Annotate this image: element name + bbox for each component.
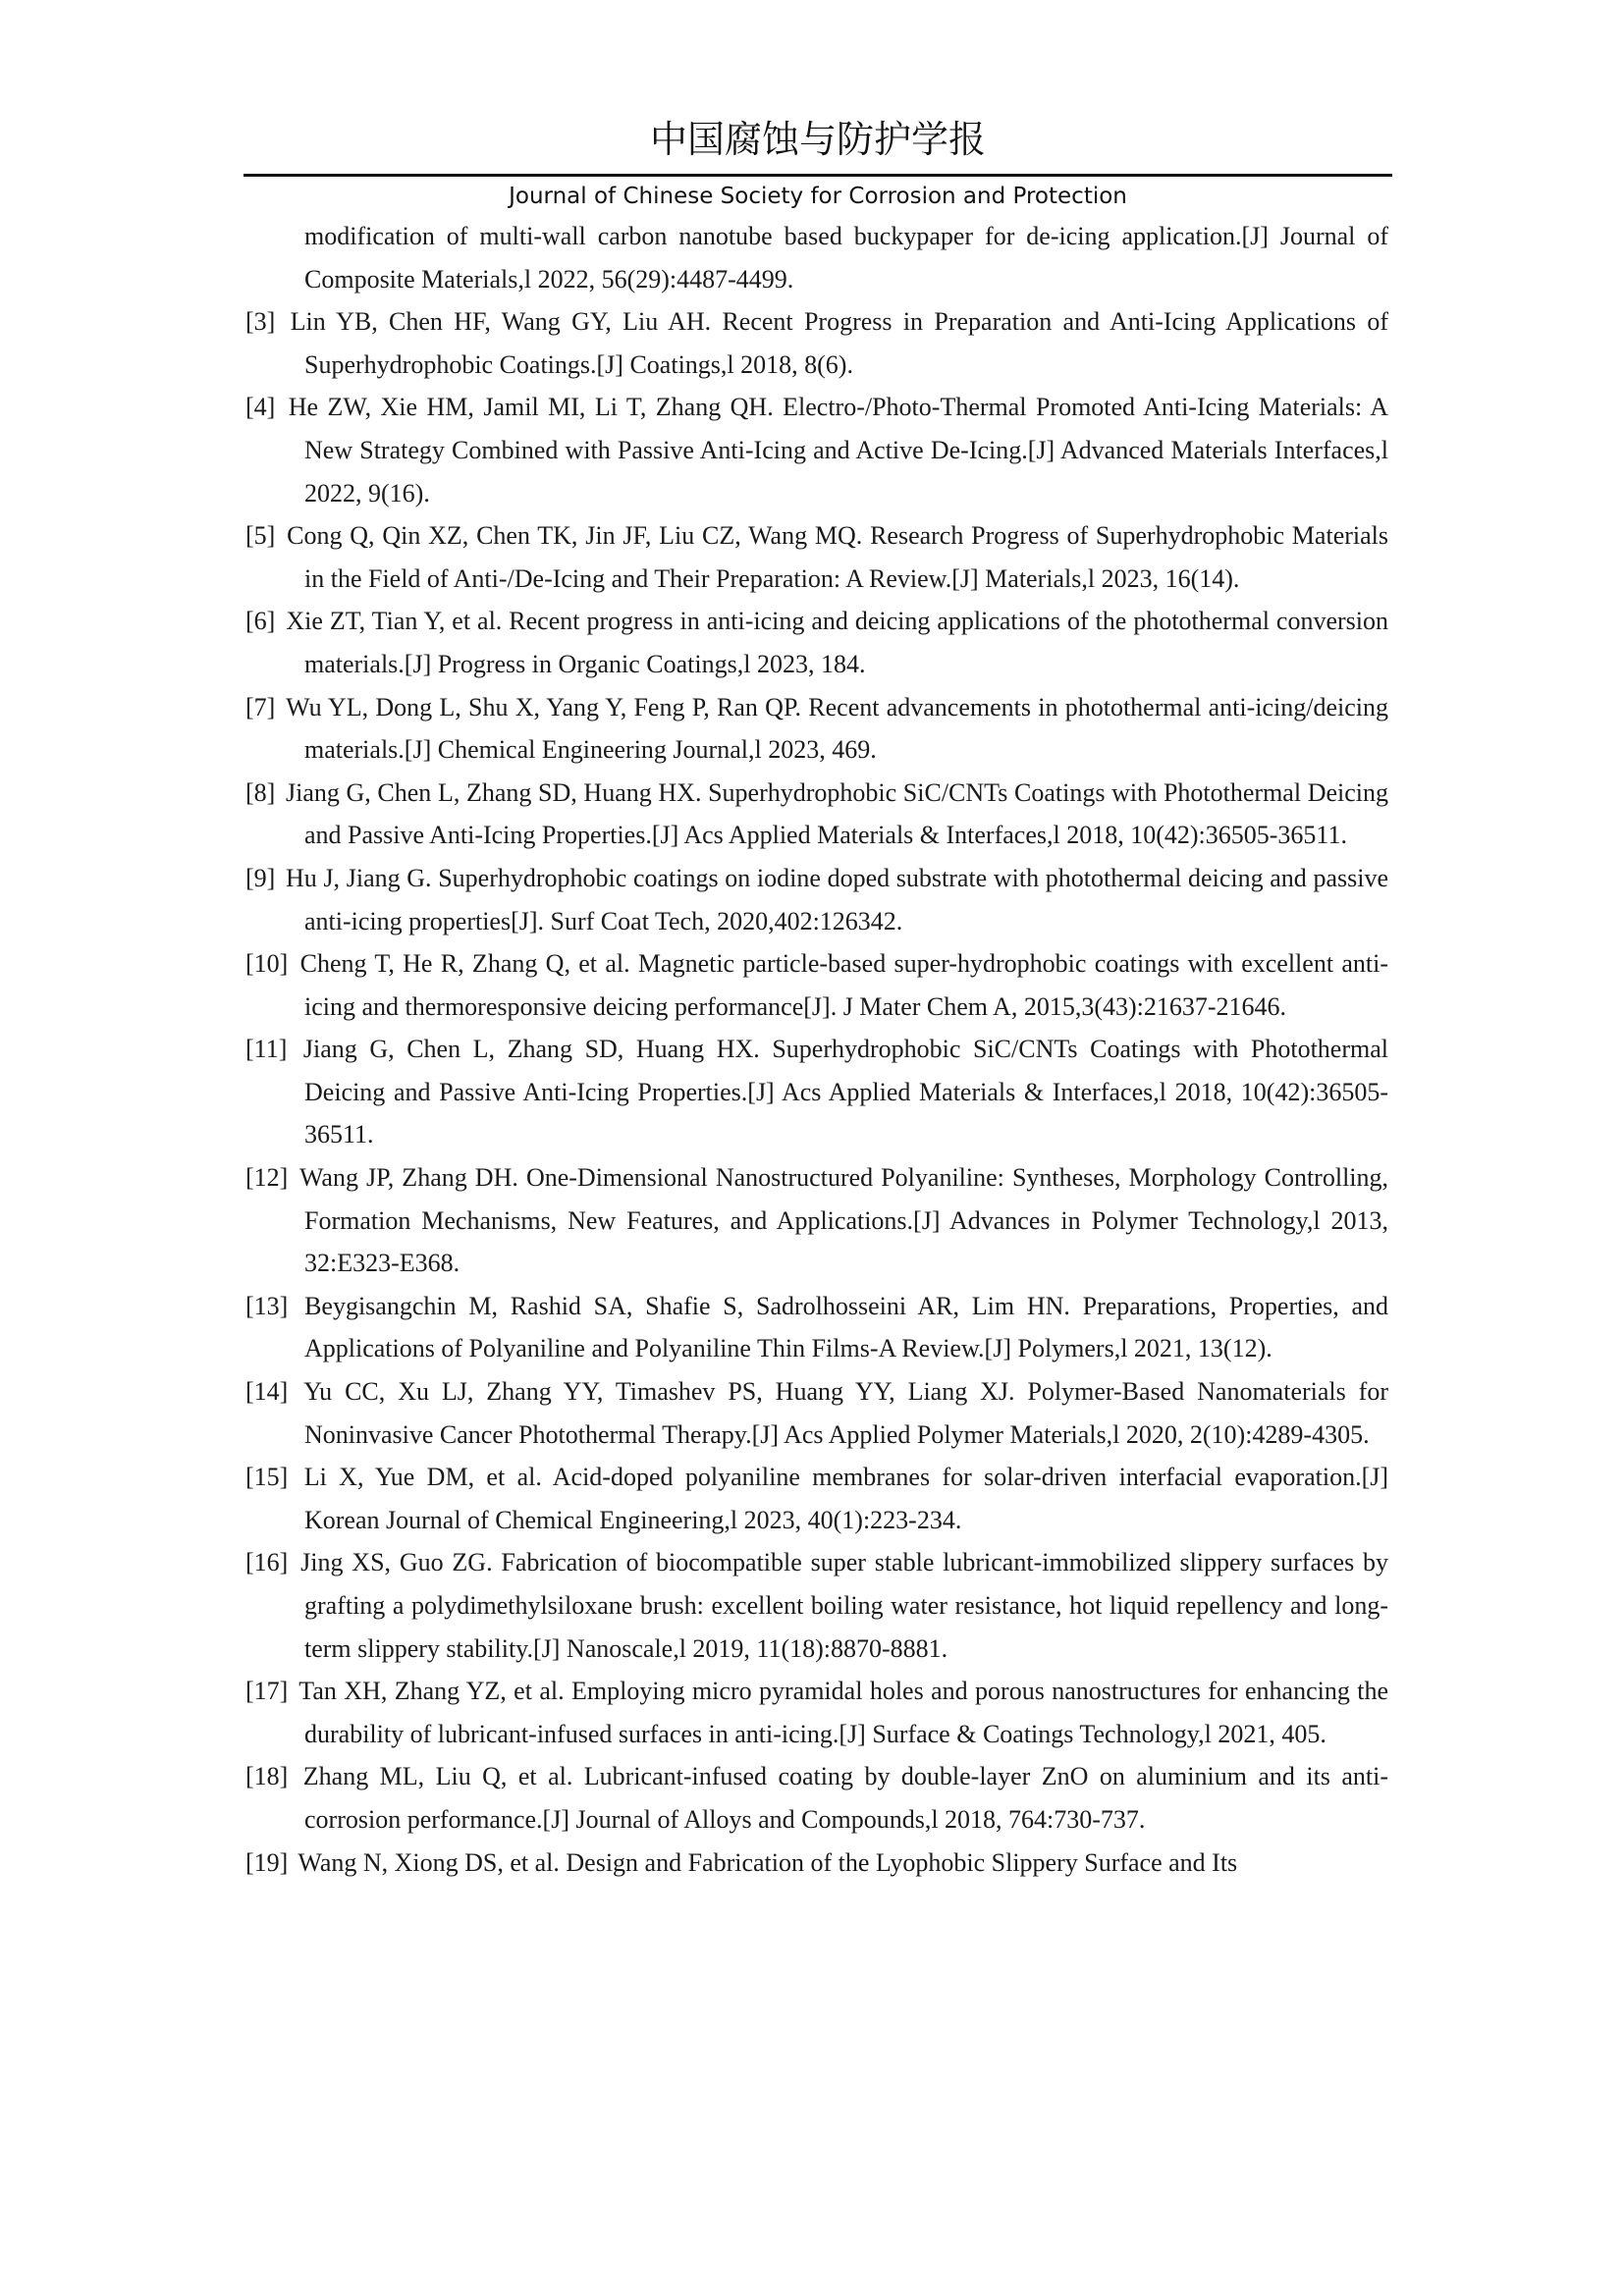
- reference-text: Li X, Yue DM, et al. Acid-doped polyaniline membranes for solar-driven interfacial evaporation.[J] Korean Journal of Chemical Engineering,l 2023, 40(1):223-234.: [303, 1463, 1389, 1534]
- reference-number: [3]: [245, 307, 276, 337]
- reference-number: [12]: [245, 1163, 289, 1193]
- reference-item: [245, 1028, 1388, 1156]
- reference-item: [245, 686, 1388, 772]
- reference-number: [9]: [245, 863, 276, 892]
- reference-text: Wang N, Xiong DS, et al. Design and Fabrication of the Lyophobic Slippery Surface and Its: [298, 1847, 1238, 1877]
- reference-item: [245, 1670, 1388, 1755]
- reference-text: Cheng T, He R, Zhang Q, et al. Magnetic particle-based super-hydrophobic coatings with excellent anti-icing and thermoresponsive deicing performance[J]. J Mater Chem A, 2015,3(43):21637-21646.: [299, 949, 1389, 1021]
- reference-text: Lin YB, Chen HF, Wang GY, Liu AH. Recent Progress in Preparation and Anti-Icing Applications of Superhydrophobic Coatings.[J] Coatings,l 2018, 8(6).: [290, 307, 1389, 379]
- reference-item: [245, 1842, 1388, 1885]
- reference-item: [245, 1755, 1388, 1841]
- reference-text: He ZW, Xie HM, Jamil MI, Li T, Zhang QH. Electro-/Photo-Thermal Promoted Anti-Icing Materials: A New Strategy Combined with Passive Anti-Icing and Active De-Icing.[J] Advanced Materials Interfaces,l 2022, 9(16).: [288, 393, 1389, 507]
- reference-number: [4]: [245, 393, 276, 422]
- reference-text: Xie ZT, Tian Y, et al. Recent progress in anti-icing and deicing applications of the photothermal conversion materials.[J] Progress in Organic Coatings,l 2023, 184.: [286, 607, 1389, 678]
- reference-number: [6]: [245, 607, 276, 636]
- journal-title-english: Journal of Chinese Society for Corrosion and Protection: [509, 184, 1127, 209]
- reference-text: Jiang G, Chen L, Zhang SD, Huang HX. Superhydrophobic SiC/CNTs Coatings with Photothermal Deicing and Passive Anti-Icing Properties.[J] Acs Applied Materials & Interfaces,l 2018, 10(42):36505-36511.: [302, 1035, 1388, 1149]
- header-divider: [244, 174, 1392, 177]
- reference-item: [245, 1156, 1388, 1285]
- reference-text: Wu YL, Dong L, Shu X, Yang Y, Feng P, Ran QP. Recent advancements in photothermal anti-icing/deicing materials.[J] Chemical Engineering Journal,l 2023, 469.: [286, 692, 1389, 765]
- reference-number: [17]: [245, 1677, 289, 1706]
- reference-item: [245, 857, 1388, 942]
- reference-item: [245, 1541, 1388, 1670]
- reference-text: Yu CC, Xu LJ, Zhang YY, Timashev PS, Huang YY, Liang XJ. Polymer-Based Nanomaterials for Noninvasive Cancer Photothermal Therapy.[J] Acs Applied Polymer Materials,l 2020, 2(10):4289-4305.: [303, 1377, 1388, 1449]
- reference-list: [245, 215, 1388, 1884]
- reference-item: [245, 1285, 1388, 1370]
- reference-text: Jiang G, Chen L, Zhang SD, Huang HX. Superhydrophobic SiC/CNTs Coatings with Photothermal Deicing and Passive Anti-Icing Properties.[J] Acs Applied Materials & Interfaces,l 2018, 10(42):36505-36511.: [285, 777, 1389, 850]
- journal-header: [244, 110, 1392, 216]
- reference-text: modification of multi-wall carbon nanotube based buckypaper for de-icing application.[J] Journal of Composite Materials,l 2022, 56(29):4487-4499.: [304, 222, 1388, 294]
- reference-item: [245, 386, 1388, 514]
- reference-number: [19]: [245, 1847, 289, 1877]
- reference-number: [10]: [245, 949, 289, 979]
- reference-item: [245, 772, 1388, 857]
- reference-number: [16]: [245, 1548, 289, 1577]
- reference-item: [245, 215, 1388, 300]
- reference-number: [18]: [245, 1762, 289, 1791]
- reference-number: [11]: [245, 1035, 288, 1064]
- reference-item: [245, 600, 1388, 685]
- reference-text: Beygisangchin M, Rashid SA, Shafie S, Sadrolhosseini AR, Lim HN. Preparations, Properties, and Applications of Polyaniline and Polyaniline Thin Films-A Review.[J] Polymers,l 2021, 13(12).: [304, 1291, 1389, 1363]
- reference-item: [245, 514, 1388, 600]
- reference-number: [8]: [245, 777, 276, 807]
- reference-item: [245, 1370, 1388, 1456]
- reference-text: Jing XS, Guo ZG. Fabrication of biocompatible super stable lubricant-immobilized slippery surfaces by grafting a polydimethylsiloxane brush: excellent boiling water resistance, hot liquid repellency and long-term slippery stability.[J] Nanoscale,l 2019, 11(18):8870-8881.: [300, 1548, 1388, 1663]
- reference-number: [7]: [245, 692, 276, 721]
- reference-number: [14]: [245, 1377, 289, 1407]
- reference-text: Cong Q, Qin XZ, Chen TK, Jin JF, Liu CZ, Wang MQ. Research Progress of Superhydrophobic Materials in the Field of Anti-/De-Icing and Their Preparation: A Review.[J] Materials,l 2023, 16(14).: [287, 521, 1388, 593]
- reference-item: [245, 942, 1388, 1028]
- reference-number: [5]: [245, 521, 276, 551]
- reference-text: Zhang ML, Liu Q, et al. Lubricant-infused coating by double-layer ZnO on aluminium and its anti-corrosion performance.[J] Journal of Alloys and Compounds,l 2018, 764:730-737.: [302, 1762, 1389, 1834]
- reference-number: [15]: [245, 1463, 289, 1492]
- reference-text: Tan XH, Zhang YZ, et al. Employing micro pyramidal holes and porous nanostructures for enhancing the durability of lubricant-infused surfaces in anti-icing.[J] Surface & Coatings Technology,l 2021, 405.: [298, 1677, 1388, 1748]
- journal-title-chinese: 中国腐蚀与防护学报: [649, 118, 986, 161]
- reference-number: [13]: [245, 1291, 289, 1320]
- reference-text: Wang JP, Zhang DH. One-Dimensional Nanostructured Polyaniline: Syntheses, Morphology Controlling, Formation Mechanisms, New Features, and Applications.[J] Advances in Polymer Technology,l 2013, 32:E323-E368.: [298, 1163, 1389, 1278]
- reference-item: [245, 1456, 1388, 1541]
- reference-item: [245, 300, 1388, 386]
- reference-text: Hu J, Jiang G. Superhydrophobic coatings on iodine doped substrate with photothermal deicing and passive anti-icing properties[J]. Surf Coat Tech, 2020,402:126342.: [286, 863, 1388, 935]
